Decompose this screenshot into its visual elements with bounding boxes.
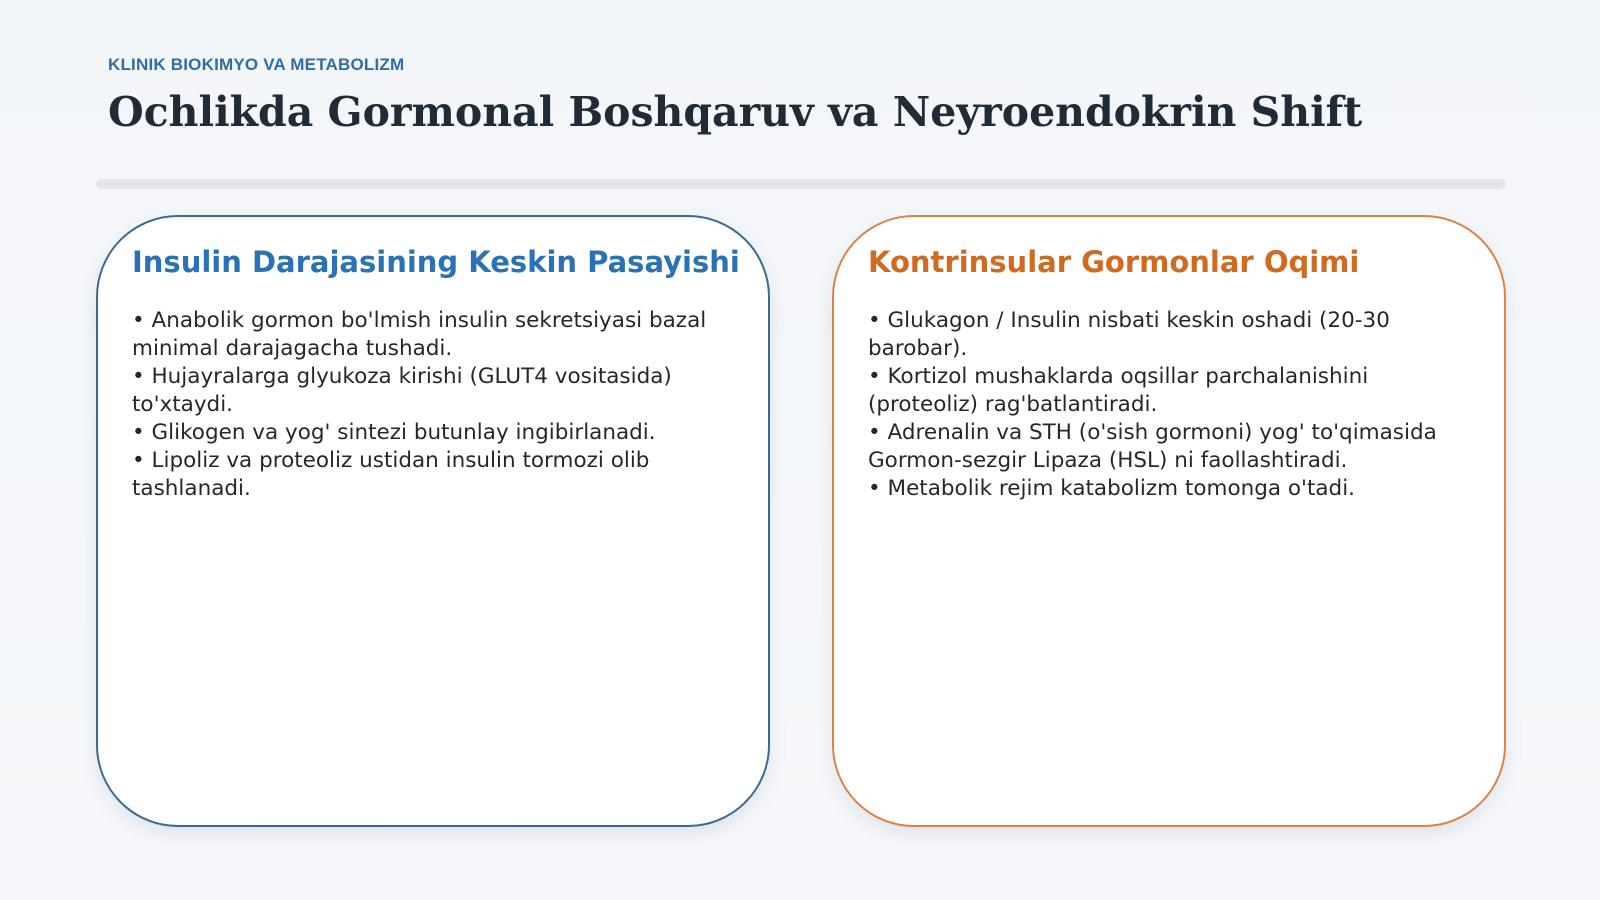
bullet-list [132,307,742,503]
bullet-item: • Glukagon / Insulin nisbati keskin oshadi (20-30 barobar). [868,308,1390,361]
bullet-item: • Hujayralarga glyukoza kirishi (GLUT4 vositasida) to'xtaydi. [132,364,672,417]
header-divider [96,179,1506,189]
bullet-item: • Kortizol mushaklarda oqsillar parchalanishini (proteoliz) rag'batlantiradi. [868,364,1369,417]
bullet-item: • Metabolik rejim katabolizm tomonga o'tadi. [868,476,1356,501]
bullet-item: • Lipoliz va proteoliz ustidan insulin tormozi olib tashlanadi. [132,448,650,501]
bullet-item: • Adrenalin va STH (o'sish gormoni) yog' to'qimasida Gormon-sezgir Lipaza (HSL) ni faollashtiradi. [868,420,1437,473]
bullet-list [868,307,1478,503]
card-contrainsular-hormones [832,215,1506,827]
page-title: Ochlikda Gormonal Boshqaruv va Neyroendokrin Shift [108,88,1363,136]
card-title: Insulin Darajasining Keskin Pasayishi [132,245,740,279]
card-insulin-decrease [96,215,770,827]
card-title: Kontrinsular Gormonlar Oqimi [868,245,1360,279]
section-kicker: KLINIK BIOKIMYO VA METABOLIZM [108,55,405,74]
bullet-item: • Glikogen va yog' sintezi butunlay ingibirlanadi. [132,420,656,445]
bullet-item: • Anabolik gormon bo'lmish insulin sekretsiyasi bazal minimal darajagacha tushadi. [132,308,707,361]
